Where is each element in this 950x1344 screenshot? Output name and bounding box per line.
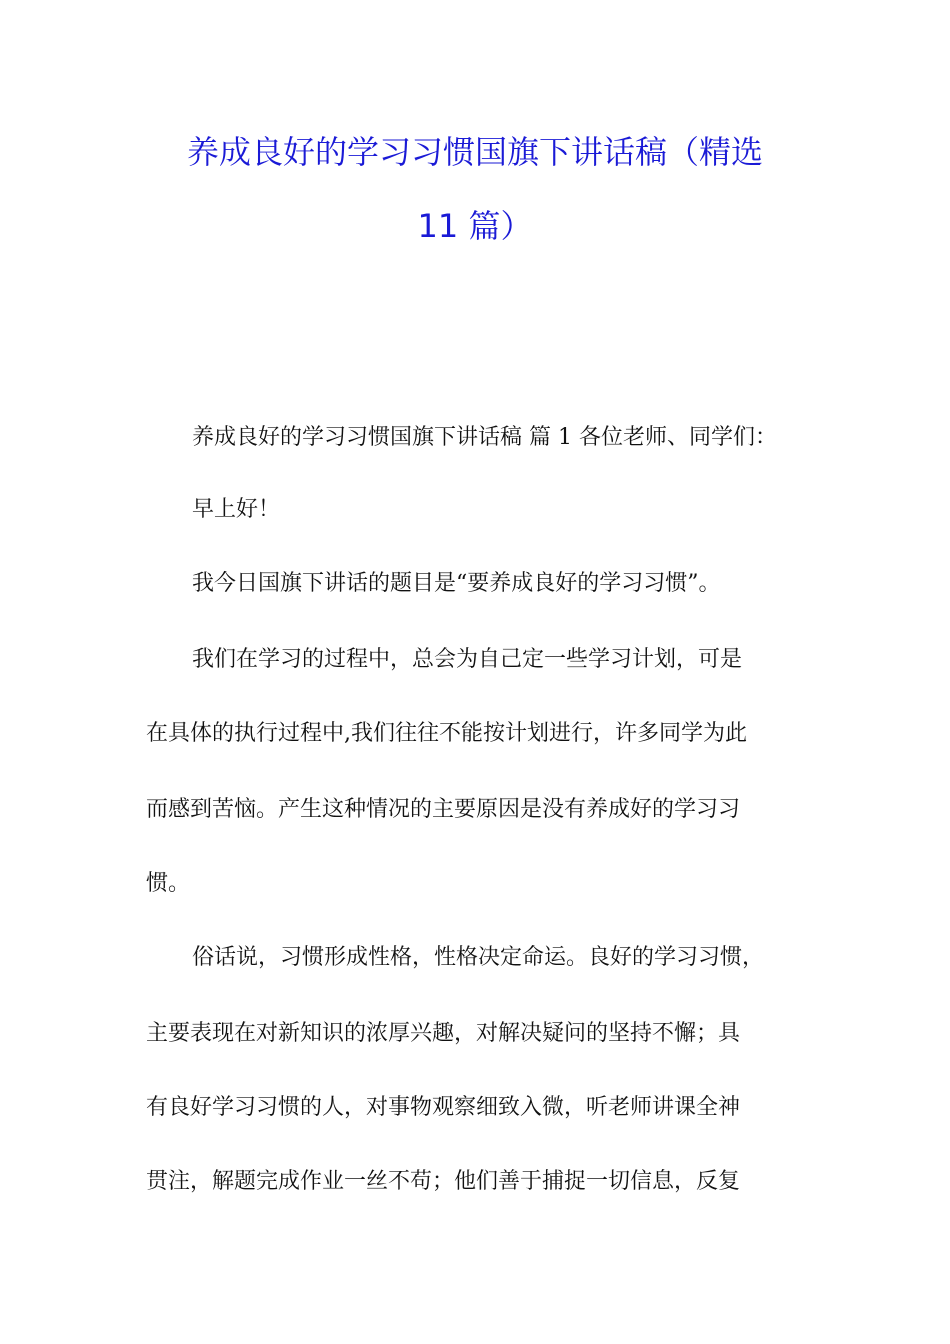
paragraph-line-11: 贯注，解题完成作业一丝不苟；他们善于捕捉一切信息，反复 bbox=[146, 1169, 741, 1194]
paragraph-line-1: 养成良好的学习习惯国旗下讲话稿 篇 1 各位老师、同学们： bbox=[192, 425, 777, 450]
paragraph-line-6: 而感到苦恼。产生这种情况的主要原因是没有养成好的学习习 bbox=[146, 797, 741, 822]
paragraph-line-9: 主要表现在对新知识的浓厚兴趣，对解决疑问的坚持不懈；具 bbox=[146, 1021, 741, 1046]
document-title-line-2: 11 篇） bbox=[417, 207, 533, 245]
document-title-line-1: 养成良好的学习习惯国旗下讲话稿（精选 bbox=[186, 133, 763, 171]
paragraph-line-2: 早上好！ bbox=[192, 497, 281, 522]
paragraph-line-10: 有良好学习习惯的人，对事物观察细致入微，听老师讲课全神 bbox=[146, 1095, 741, 1120]
paragraph-line-7: 惯。 bbox=[146, 871, 191, 896]
paragraph-line-4: 我们在学习的过程中，总会为自己定一些学习计划，可是 bbox=[192, 647, 743, 672]
paragraph-line-5: 在具体的执行过程中,我们往往不能按计划进行，许多同学为此 bbox=[146, 721, 747, 746]
paragraph-line-3: 我今日国旗下讲话的题目是“要养成良好的学习习惯”。 bbox=[192, 571, 721, 596]
paragraph-line-8: 俗话说，习惯形成性格，性格决定命运。良好的学习习惯， bbox=[192, 945, 765, 970]
